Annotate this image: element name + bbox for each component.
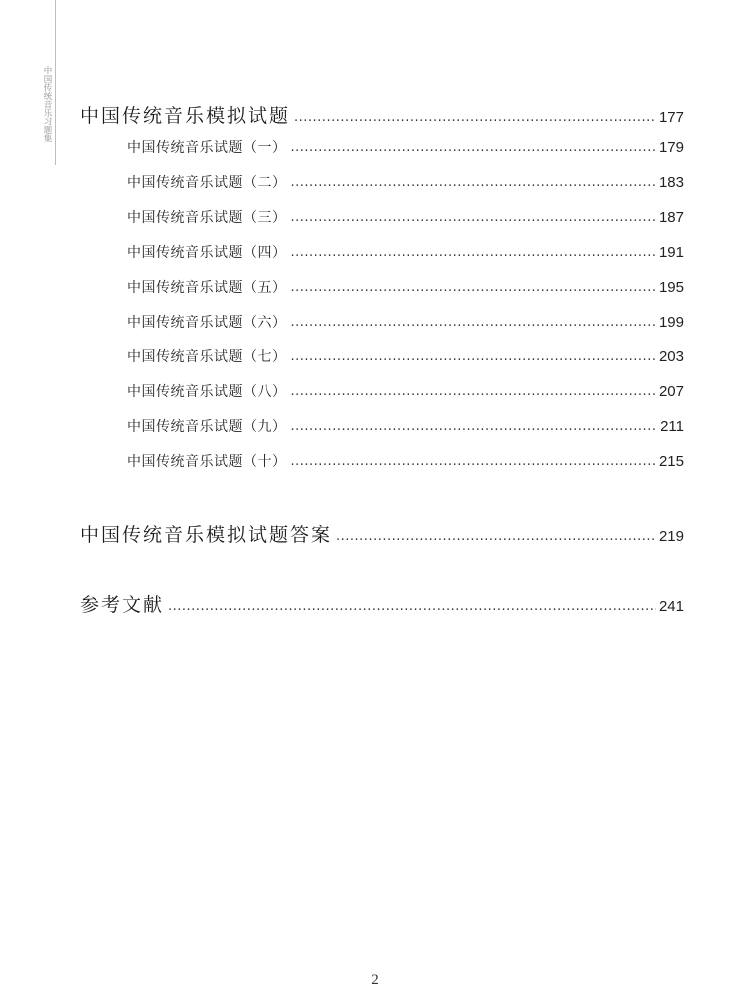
toc-entry-title: 参考文献 <box>80 594 165 616</box>
toc-entry-page: 215 <box>658 453 684 470</box>
toc-entry-title: 中国传统音乐试题（七） <box>127 349 287 365</box>
dot-leader <box>294 110 656 125</box>
toc-entry-page: 179 <box>658 139 684 156</box>
dot-leader <box>291 140 656 155</box>
toc-entry-title: 中国传统音乐试题（五） <box>127 280 287 296</box>
toc-entry-title: 中国传统音乐模拟试题 <box>80 105 291 127</box>
page-number: 2 <box>371 972 379 988</box>
toc-entry-exam-5[interactable] <box>127 277 684 297</box>
toc-entry-page: 191 <box>658 244 684 261</box>
dot-leader <box>291 454 656 469</box>
dot-leader <box>168 599 656 614</box>
toc-entry-page: 207 <box>658 383 684 400</box>
toc-entry-answers[interactable] <box>80 520 684 547</box>
toc-entry-exam-6[interactable] <box>127 312 684 332</box>
toc-entry-page: 183 <box>658 174 684 191</box>
toc-entry-references[interactable] <box>80 590 684 617</box>
dot-leader <box>291 210 656 225</box>
dot-leader <box>336 529 656 544</box>
toc-entry-exam-8[interactable] <box>127 381 684 401</box>
toc-entry-title: 中国传统音乐模拟试题答案 <box>80 524 333 546</box>
dot-leader <box>291 175 656 190</box>
toc-entry-exam-1[interactable] <box>127 137 684 157</box>
toc-entry-exam-7[interactable] <box>127 346 684 366</box>
dot-leader <box>291 419 658 434</box>
toc-entry-title: 中国传统音乐试题（四） <box>127 245 287 261</box>
dot-leader <box>291 315 656 330</box>
toc-entry-exam-3[interactable] <box>127 207 684 227</box>
running-title: 中国传统音乐习题集 <box>42 66 52 143</box>
dot-leader <box>291 349 656 364</box>
toc-entry-title: 中国传统音乐试题（九） <box>127 419 287 435</box>
toc-entry-title: 中国传统音乐试题（八） <box>127 384 287 400</box>
toc-entry-page: 211 <box>660 418 684 435</box>
toc-entry-title: 中国传统音乐试题（二） <box>127 175 287 191</box>
toc-entry-page: 199 <box>658 314 684 331</box>
toc-entry-title: 中国传统音乐试题（六） <box>127 315 287 331</box>
toc-entry-page: 195 <box>658 279 684 296</box>
dot-leader <box>291 280 656 295</box>
toc-entry-page: 219 <box>658 528 684 545</box>
toc-entry-title: 中国传统音乐试题（三） <box>127 210 287 226</box>
toc-entry-exam-4[interactable] <box>127 242 684 262</box>
toc-entry-exam-9[interactable] <box>127 416 684 436</box>
toc-entry-mock-exams[interactable] <box>80 101 684 128</box>
toc-entry-page: 177 <box>658 109 684 126</box>
toc-entry-page: 203 <box>658 348 684 365</box>
toc-entry-title: 中国传统音乐试题（一） <box>127 140 287 156</box>
margin-rule <box>55 0 56 165</box>
dot-leader <box>291 384 656 399</box>
toc-entry-page: 241 <box>658 598 684 615</box>
toc-entry-page: 187 <box>658 209 684 226</box>
toc-entry-title: 中国传统音乐试题（十） <box>127 454 287 470</box>
dot-leader <box>291 245 656 260</box>
toc-entry-exam-10[interactable] <box>127 451 684 471</box>
toc-entry-exam-2[interactable] <box>127 172 684 192</box>
